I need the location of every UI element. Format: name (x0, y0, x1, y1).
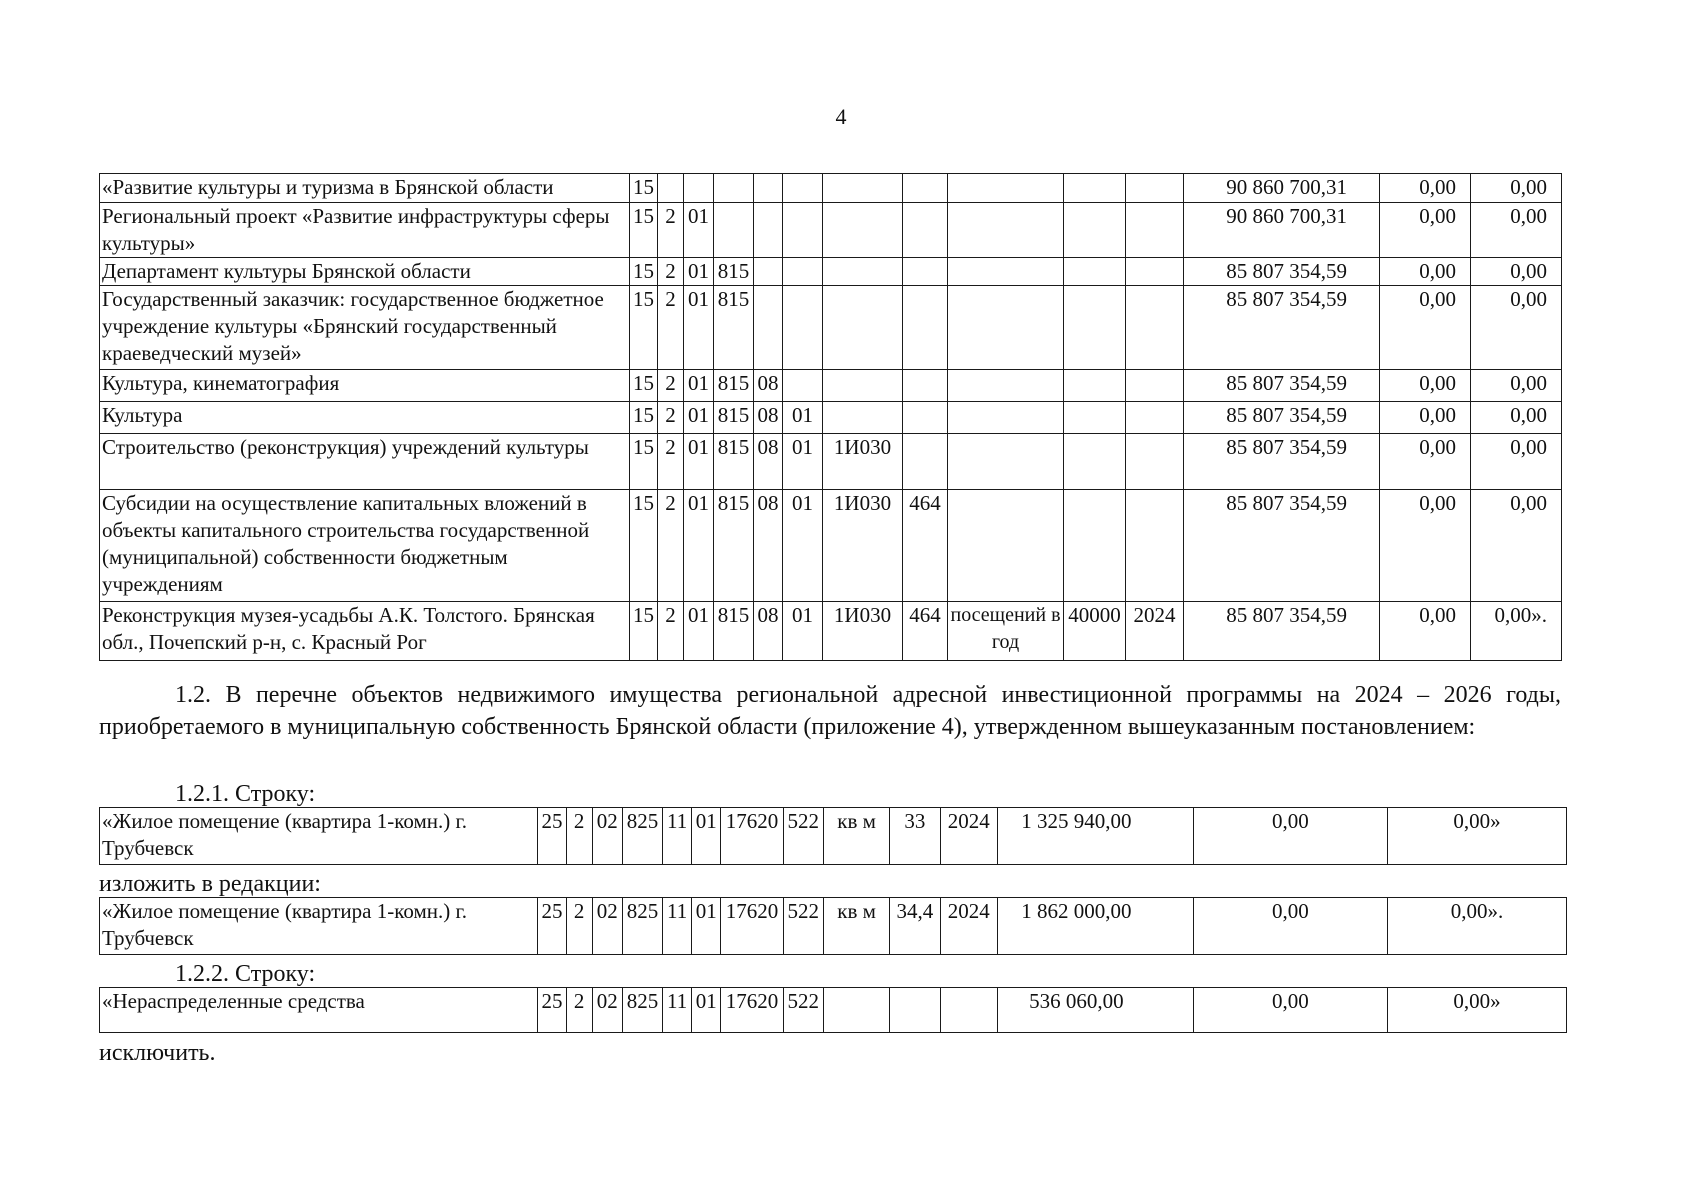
code-cell: 2 (658, 286, 684, 370)
value-cell: 0,00 (1471, 174, 1562, 203)
value-cell: 0,00 (1380, 174, 1471, 203)
code-cell (783, 370, 823, 402)
code-cell: 01 (692, 808, 721, 865)
code-cell: 2 (658, 402, 684, 434)
exclude-instruction: исключить. (99, 1040, 216, 1066)
code-cell (903, 370, 948, 402)
code-cell: 825 (622, 808, 662, 865)
code-cell: 02 (592, 898, 622, 955)
sum-cell: 85 807 354,59 (1184, 434, 1380, 490)
code-cell: 815 (714, 434, 754, 490)
capacity-cell (890, 988, 940, 1033)
table-row (100, 988, 1567, 1033)
table-row-new (99, 897, 1567, 955)
code-cell: 2 (566, 898, 592, 955)
program-objects-table (99, 173, 1562, 661)
value-cell: 0,00 (1380, 434, 1471, 490)
row-name: «Жилое помещение (квартира 1-комн.) г. Трубчевск (100, 898, 538, 955)
code-cell: 15 (630, 258, 658, 286)
code-cell: 02 (592, 808, 622, 865)
table-row (100, 402, 1562, 434)
sum-cell: 90 860 700,31 (1184, 174, 1380, 203)
code-cell: 464 (903, 490, 948, 602)
code-cell (1064, 402, 1126, 434)
code-cell (823, 370, 903, 402)
code-cell: 15 (630, 602, 658, 661)
code-cell: 40000 (1064, 602, 1126, 661)
code-cell: 11 (663, 988, 692, 1033)
code-cell (1126, 258, 1184, 286)
code-cell: 2 (658, 602, 684, 661)
code-cell: 17620 (721, 808, 783, 865)
row-name: Строительство (реконструкция) учреждений культуры (100, 434, 630, 490)
edit-instruction: изложить в редакции: (99, 871, 321, 897)
unit-cell (823, 988, 889, 1033)
code-cell: 2024 (1126, 602, 1184, 661)
code-cell: 815 (714, 370, 754, 402)
code-cell: 522 (783, 988, 823, 1033)
value-cell: 0,00» (1387, 808, 1566, 865)
value-cell: 0,00 (1471, 490, 1562, 602)
code-cell: 01 (684, 434, 714, 490)
unit-cell: кв м (823, 808, 889, 865)
table-row (100, 174, 1562, 203)
value-cell: 0,00 (1193, 988, 1387, 1033)
code-cell: 15 (630, 203, 658, 258)
code-cell (1064, 258, 1126, 286)
row-name: Культура, кинематография (100, 370, 630, 402)
code-cell: 08 (754, 402, 783, 434)
code-cell: 01 (783, 434, 823, 490)
code-cell: 825 (622, 988, 662, 1033)
code-cell (903, 434, 948, 490)
code-cell: 2 (658, 490, 684, 602)
code-cell: 15 (630, 434, 658, 490)
clause-1-2-1: 1.2.1. Строку: (175, 781, 316, 807)
value-cell: 0,00» (1387, 988, 1566, 1033)
code-cell: 08 (754, 602, 783, 661)
row-name: Культура (100, 402, 630, 434)
code-cell: 15 (630, 402, 658, 434)
table-row (100, 370, 1562, 402)
code-cell: 464 (903, 602, 948, 661)
table-row (100, 203, 1562, 258)
code-cell: 17620 (721, 988, 783, 1033)
unit-cell (948, 174, 1064, 203)
unit-cell (948, 203, 1064, 258)
code-cell: 15 (630, 286, 658, 370)
code-cell (684, 174, 714, 203)
code-cell (754, 174, 783, 203)
sum-cell: 85 807 354,59 (1184, 490, 1380, 602)
sum-cell: 85 807 354,59 (1184, 370, 1380, 402)
code-cell: 1И030 (823, 490, 903, 602)
code-cell: 08 (754, 370, 783, 402)
code-cell (1126, 174, 1184, 203)
code-cell: 15 (630, 490, 658, 602)
unit-cell (948, 286, 1064, 370)
value-cell: 0,00 (1471, 434, 1562, 490)
code-cell: 522 (783, 898, 823, 955)
paragraph-1-2: 1.2. В перечне объектов недвижимого имущества региональной адресной инвестиционной программы на 2024 – 2026 годы, приобретаемого в муниципальную собственность Брянской области (приложение 4), утвержденном вышеуказанным постановлением: (99, 682, 1561, 740)
code-cell (1064, 174, 1126, 203)
code-cell: 15 (630, 174, 658, 203)
code-cell: 01 (684, 286, 714, 370)
code-cell: 2 (658, 434, 684, 490)
code-cell (823, 402, 903, 434)
row-name: Департамент культуры Брянской области (100, 258, 630, 286)
code-cell (903, 174, 948, 203)
code-cell (783, 258, 823, 286)
table-row-unallocated (99, 987, 1567, 1033)
sum-cell: 85 807 354,59 (1184, 602, 1380, 661)
code-cell (1126, 286, 1184, 370)
row-name: «Развитие культуры и туризма в Брянской области (100, 174, 630, 203)
sum-cell: 1 862 000,00 (997, 898, 1193, 955)
code-cell: 25 (538, 988, 566, 1033)
code-cell: 01 (684, 370, 714, 402)
code-cell: 15 (630, 370, 658, 402)
code-cell (714, 203, 754, 258)
code-cell: 17620 (721, 898, 783, 955)
code-cell (754, 258, 783, 286)
table-row (100, 602, 1562, 661)
code-cell: 01 (783, 602, 823, 661)
value-cell: 0,00». (1471, 602, 1562, 661)
code-cell: 815 (714, 402, 754, 434)
value-cell: 0,00 (1471, 286, 1562, 370)
code-cell: 2 (566, 808, 592, 865)
value-cell: 0,00 (1471, 203, 1562, 258)
code-cell (823, 258, 903, 286)
code-cell: 01 (684, 203, 714, 258)
code-cell (658, 174, 684, 203)
code-cell: 01 (684, 602, 714, 661)
sum-cell: 1 325 940,00 (997, 808, 1193, 865)
code-cell (714, 174, 754, 203)
unit-cell: кв м (823, 898, 889, 955)
code-cell (823, 203, 903, 258)
table-row (100, 286, 1562, 370)
code-cell (1064, 286, 1126, 370)
code-cell: 11 (663, 898, 692, 955)
clause-1-2-2: 1.2.2. Строку: (175, 961, 316, 987)
value-cell: 0,00 (1380, 490, 1471, 602)
table-row (100, 490, 1562, 602)
capacity-cell: 34,4 (890, 898, 940, 955)
row-name: Государственный заказчик: государственное бюджетное учреждение культуры «Брянский государственный краеведческий музей» (100, 286, 630, 370)
code-cell (903, 286, 948, 370)
code-cell: 815 (714, 286, 754, 370)
year-cell: 2024 (940, 808, 997, 865)
unit-cell (948, 490, 1064, 602)
sum-cell: 85 807 354,59 (1184, 258, 1380, 286)
unit-cell (948, 370, 1064, 402)
code-cell: 01 (684, 490, 714, 602)
row-name: Региональный проект «Развитие инфраструктуры сферы культуры» (100, 203, 630, 258)
code-cell: 01 (684, 258, 714, 286)
code-cell: 08 (754, 490, 783, 602)
code-cell: 815 (714, 258, 754, 286)
sum-cell: 536 060,00 (997, 988, 1193, 1033)
code-cell: 08 (754, 434, 783, 490)
code-cell (1064, 490, 1126, 602)
unit-cell (948, 402, 1064, 434)
row-name: «Жилое помещение (квартира 1-комн.) г. Трубчевск (100, 808, 538, 865)
value-cell: 0,00 (1193, 898, 1387, 955)
code-cell (1064, 370, 1126, 402)
code-cell (903, 402, 948, 434)
sum-cell: 85 807 354,59 (1184, 286, 1380, 370)
code-cell: 1И030 (823, 434, 903, 490)
code-cell: 815 (714, 490, 754, 602)
capacity-cell: 33 (890, 808, 940, 865)
table-row (100, 258, 1562, 286)
value-cell: 0,00 (1471, 258, 1562, 286)
code-cell (1126, 490, 1184, 602)
code-cell (754, 286, 783, 370)
code-cell: 1И030 (823, 602, 903, 661)
value-cell: 0,00 (1380, 203, 1471, 258)
page-number: 4 (835, 104, 847, 129)
row-name: Субсидии на осуществление капитальных вложений в объекты капитального строительства государственной (муниципальной) собственности бюджетным учреждениям (100, 490, 630, 602)
row-name: Реконструкция музея-усадьбы А.К. Толстого. Брянская обл., Почепский р-н, с. Красный Рог (100, 602, 630, 661)
code-cell: 25 (538, 808, 566, 865)
code-cell (783, 203, 823, 258)
unit-cell (948, 434, 1064, 490)
value-cell: 0,00 (1380, 258, 1471, 286)
code-cell: 2 (658, 370, 684, 402)
code-cell (1126, 402, 1184, 434)
code-cell: 01 (692, 898, 721, 955)
value-cell: 0,00 (1380, 370, 1471, 402)
code-cell: 815 (714, 602, 754, 661)
value-cell: 0,00 (1380, 402, 1471, 434)
table-row (100, 898, 1567, 955)
value-cell: 0,00 (1380, 286, 1471, 370)
code-cell: 11 (663, 808, 692, 865)
value-cell: 0,00 (1471, 370, 1562, 402)
code-cell: 01 (684, 402, 714, 434)
code-cell: 01 (692, 988, 721, 1033)
code-cell (1126, 203, 1184, 258)
table-row-old (99, 807, 1567, 865)
code-cell (1126, 434, 1184, 490)
code-cell (1126, 370, 1184, 402)
code-cell: 01 (783, 490, 823, 602)
code-cell: 825 (622, 898, 662, 955)
code-cell (903, 258, 948, 286)
code-cell: 02 (592, 988, 622, 1033)
code-cell: 2 (658, 258, 684, 286)
code-cell (1064, 203, 1126, 258)
value-cell: 0,00». (1387, 898, 1566, 955)
unit-cell (948, 258, 1064, 286)
row-name: «Нераспределенные средства (100, 988, 538, 1033)
sum-cell: 90 860 700,31 (1184, 203, 1380, 258)
code-cell (823, 286, 903, 370)
code-cell (823, 174, 903, 203)
code-cell: 2 (658, 203, 684, 258)
code-cell: 2 (566, 988, 592, 1033)
code-cell (783, 174, 823, 203)
year-cell (940, 988, 997, 1033)
table-row (100, 808, 1567, 865)
value-cell: 0,00 (1471, 402, 1562, 434)
table-row (100, 434, 1562, 490)
code-cell (1064, 434, 1126, 490)
code-cell: 25 (538, 898, 566, 955)
code-cell: 01 (783, 402, 823, 434)
sum-cell: 85 807 354,59 (1184, 402, 1380, 434)
code-cell (754, 203, 783, 258)
code-cell (783, 286, 823, 370)
year-cell: 2024 (940, 898, 997, 955)
value-cell: 0,00 (1193, 808, 1387, 865)
unit-cell: посещений в год (948, 602, 1064, 661)
value-cell: 0,00 (1380, 602, 1471, 661)
code-cell: 522 (783, 808, 823, 865)
code-cell (903, 203, 948, 258)
